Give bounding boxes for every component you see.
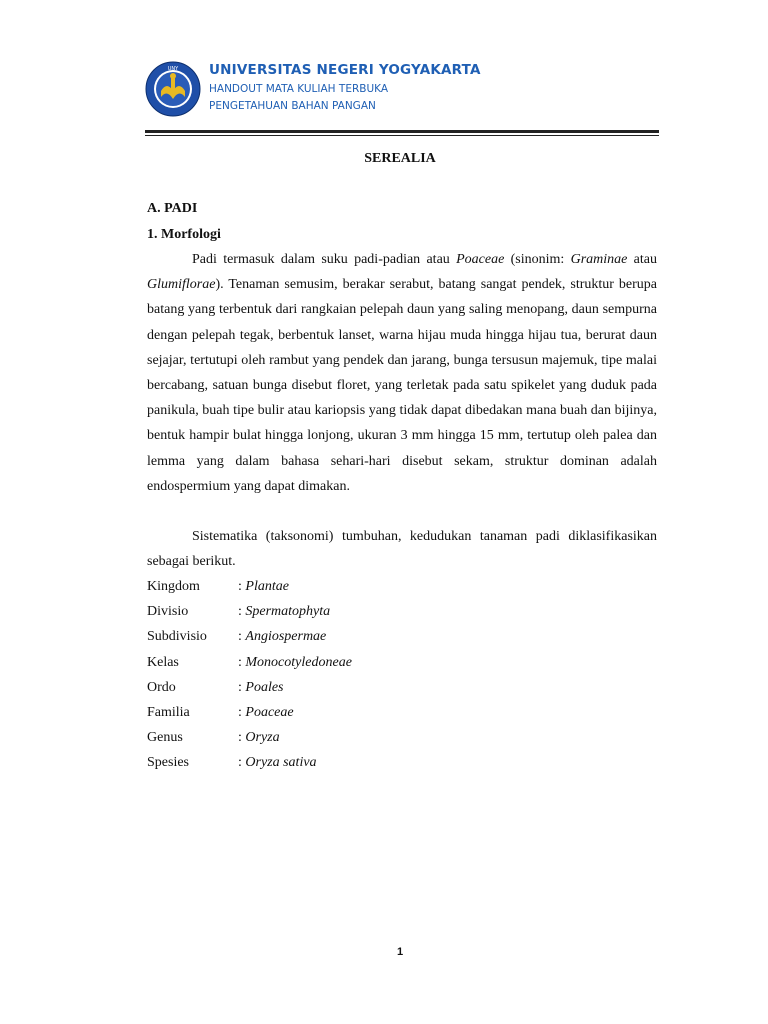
page-number: 1 <box>396 946 404 958</box>
taxonomy-row-divisio: Divisio : Spermatophyta <box>147 604 331 620</box>
taxonomy-row-spesies: Spesies : Oryza sativa <box>147 755 317 771</box>
taxonomy-list <box>147 574 547 776</box>
taxonomy-row-genus: Genus : Oryza <box>147 730 280 746</box>
university-name: UNIVERSITAS NEGERI YOGYAKARTA <box>209 62 481 78</box>
taxonomy-row-ordo: Ordo : Poales <box>147 679 284 695</box>
header-rule-thick <box>145 130 659 133</box>
taxonomy-row-kingdom: Kingdom : Plantae <box>147 579 289 594</box>
taxonomy-row-kelas: Kelas : Monocotyledoneae <box>147 654 352 670</box>
header-rule-thin <box>145 135 659 136</box>
taxonomy-intro-paragraph: Sistematika (taksonomi) tumbuhan, kedudukan tanaman padi diklasifikasikan sebagai berikut. <box>147 529 657 570</box>
handout-subtitle: HANDOUT MATA KULIAH TERBUKA <box>209 83 389 95</box>
course-name: PENGETAHUAN BAHAN PANGAN <box>209 100 376 112</box>
uny-seal-icon <box>145 61 201 117</box>
morfologi-paragraph: Padi termasuk dalam suku padi-padian atau Poaceae (sinonim: Graminae atau Glumiflorae). Tenaman semusim, berakar serabut, batang sangat pendek, struktur berupa batang yang terbentuk dari rangkaian pelepah daun yang saling menopang, daun sempurna dengan pelepah tegak, berbentuk lanset, warna hijau muda hingga hijau tua, berurat daun sejajar, tertutupi oleh rambut yang pendek dan jarang, bunga tersusun majemuk, tipe malai bercabang, satuan bunga disebut floret, yang terletak pada satu spikelet yang duduk pada panikula, buah tipe bulir atau kariopsis yang tidak dapat dibedakan mana buah dan bijinya, bentuk hampir bulat hingga lonjong, ukuran 3 mm hingga 15 mm, tertutup oleh palea dan lemma yang dalam bahasa sehari-hari disebut sekam, struktur dominan adalah endospermium yang dapat dimakan. <box>147 252 657 494</box>
taxonomy-row-familia: Familia : Poaceae <box>147 704 294 720</box>
section-heading: A. PADI <box>147 201 198 216</box>
taxonomy-row-subdivisio: Subdivisio : Angiospermae <box>147 629 327 645</box>
svg-text:UNY: UNY <box>167 66 179 72</box>
document-header <box>145 58 665 124</box>
subsection-heading: 1. Morfologi <box>147 227 221 242</box>
document-title: SEREALIA <box>364 151 436 166</box>
